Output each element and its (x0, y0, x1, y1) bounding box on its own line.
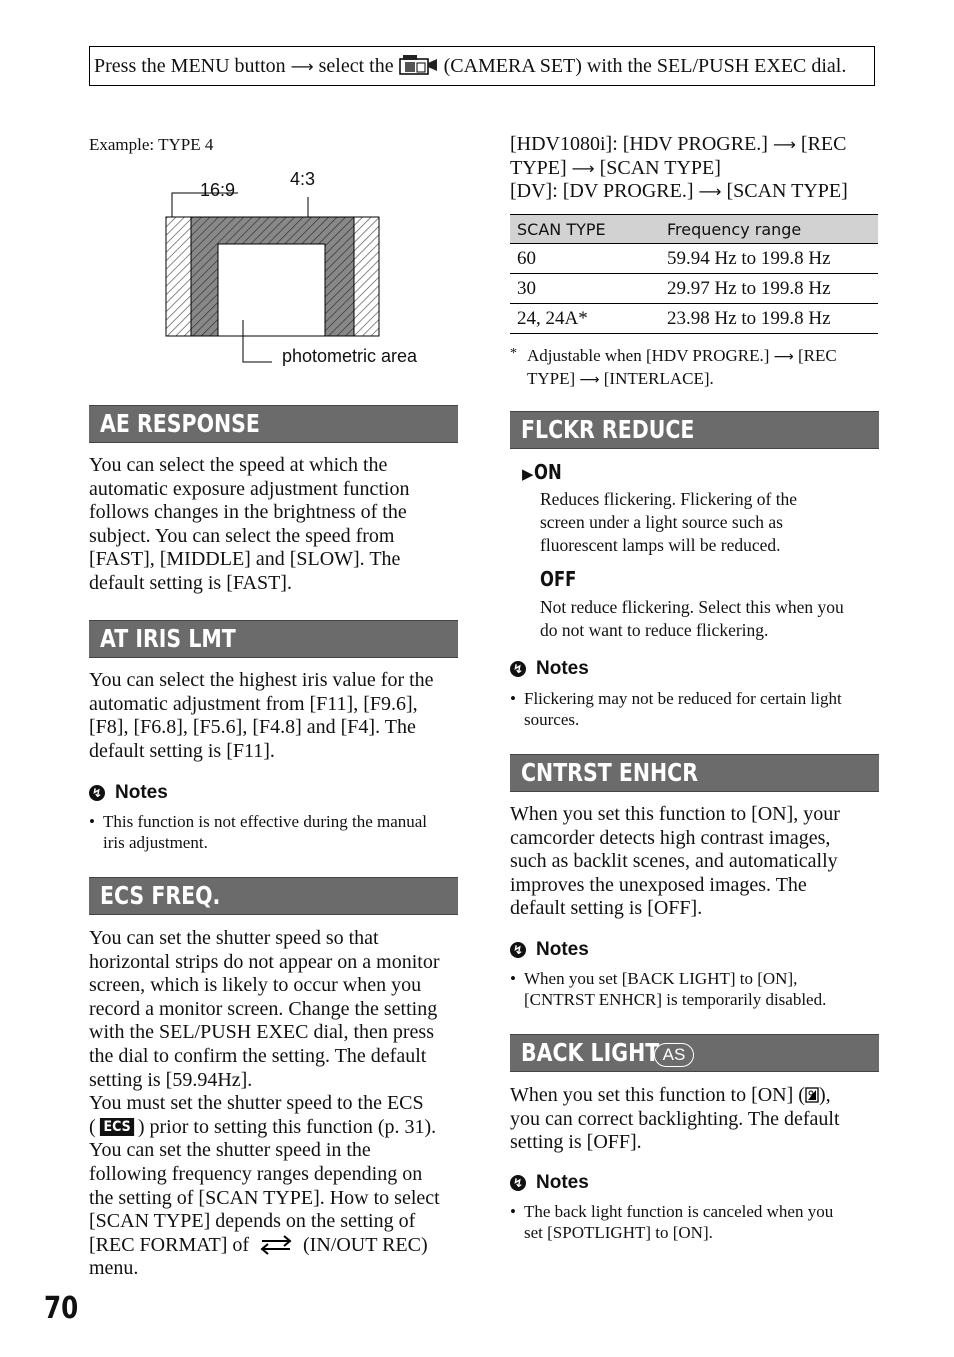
text-line: [CNTRST ENHCR] is temporarily disabled. (524, 990, 827, 1009)
text-line: the dial to confirm the setting. The default (89, 1044, 427, 1067)
cntrst-notes-title (510, 939, 589, 961)
table-cell: 30 (510, 274, 660, 304)
text-span: ), (818, 1084, 831, 1106)
column-header: SCAN TYPE (510, 215, 660, 244)
text-span: [SCAN TYPE] (726, 180, 848, 203)
ae-response-header (89, 405, 458, 443)
text-line: do not want to reduce flickering. (540, 620, 769, 640)
text-line: You can set the shutter speed so that (89, 927, 379, 949)
text-line: [SCAN TYPE] depends on the setting of (89, 1210, 416, 1233)
text-line: default setting is [F11]. (89, 739, 275, 762)
at-iris-lmt-title: AT IRIS LMT (100, 624, 236, 653)
text-line: iris adjustment. (103, 833, 208, 852)
text-span: [SCAN TYPE] (599, 156, 721, 179)
ecs-freq-text (89, 927, 461, 1281)
text-line: you can correct backlighting. The default (510, 1107, 840, 1130)
text-line: You can select the speed at which the (89, 454, 388, 476)
table-cell: 59.94 Hz to 199.8 Hz (660, 244, 878, 274)
back-light-notes-title (510, 1172, 589, 1194)
text-line: You can select the highest iris value for the (89, 669, 434, 691)
text-line: You must set the shutter speed to the ECS (89, 1092, 424, 1115)
text-line (510, 157, 880, 181)
text-line: setting is [59.94Hz]. (89, 1068, 253, 1091)
on-description (540, 488, 880, 557)
text-line: • This function is not effective during the manual (103, 812, 428, 831)
text-line: • Flickering may not be reduced for certain light (524, 689, 842, 708)
at-iris-notes-title (89, 782, 168, 804)
table-cell: 60 (510, 244, 660, 274)
footnote-mark: * (510, 346, 517, 361)
text-span: [REC FORMAT] of (89, 1233, 250, 1256)
off-option (540, 567, 584, 592)
table-cell: 29.97 Hz to 199.8 Hz (660, 274, 878, 304)
back-light-title: BACK LIGHT (521, 1038, 660, 1067)
text-line: such as backlit scenes, and automatically (510, 850, 838, 873)
table-row (510, 244, 878, 274)
text-span: TYPE] (510, 156, 567, 179)
notes-label: Notes (536, 658, 589, 679)
table-header-row (510, 215, 878, 244)
text-line (510, 368, 880, 391)
in-out-rec-icon (258, 1235, 294, 1255)
page-number: 70 (44, 1291, 79, 1326)
text-span: [REC (800, 133, 847, 155)
camera-set-icon (399, 54, 439, 76)
ecs-freq-title: ECS FREQ. (100, 881, 221, 910)
off-label: OFF (540, 567, 577, 591)
text-line: set [SPOTLIGHT] to [ON]. (524, 1223, 713, 1242)
text-line: automatic exposure adjustment function (89, 477, 410, 500)
text-line (89, 1234, 461, 1258)
text-span: [HDV1080i]: [HDV PROGRE.] (510, 133, 768, 155)
text-span: Adjustable when [HDV PROGRE.] (527, 346, 770, 365)
text-line: • The back light function is canceled when you (524, 1202, 834, 1221)
text-line: sources. (524, 710, 580, 729)
cntrst-enhcr-title: CNTRST ENHCR (521, 758, 699, 787)
notes-label: Notes (536, 1172, 589, 1193)
photometric-label: photometric area (282, 346, 418, 366)
column-header: Frequency range (660, 215, 878, 244)
text-line: default setting is [FAST]. (89, 571, 292, 594)
on-label: ON (533, 460, 562, 484)
photometric-diagram (160, 190, 390, 370)
frequency-table (510, 214, 878, 334)
text-line (510, 1084, 882, 1108)
notes-icon: ↯ (510, 1175, 526, 1191)
instruction-box (89, 46, 875, 86)
arrow-right-icon: ⟶ (579, 372, 600, 388)
text-line: default setting is [OFF]. (510, 897, 703, 920)
text-line: record a monitor screen. Change the setting (89, 997, 438, 1020)
table-row (510, 274, 878, 304)
as-badge: AS (654, 1043, 694, 1067)
ae-response-title: AE RESPONSE (100, 409, 260, 438)
text-line: with the SEL/PUSH EXEC dial, then press (89, 1021, 434, 1044)
label-16-9: 16:9 (200, 180, 236, 200)
text-line: subject. You can select the speed from (89, 524, 395, 547)
ecs-icon: ECS (100, 1118, 134, 1136)
text-line: follows changes in the brightness of the (89, 501, 407, 524)
text-span: [INTERLACE]. (603, 369, 714, 388)
text-line: improves the unexposed images. The (510, 873, 807, 896)
text-line: setting is [OFF]. (510, 1131, 642, 1154)
label-4-3: 4:3 (290, 169, 316, 189)
text-line: menu. (89, 1257, 139, 1280)
arrow-right-icon: ⟶ (698, 182, 722, 202)
text-line: • When you set [BACK LIGHT] to [ON], (524, 969, 798, 988)
scan-path-text (510, 133, 880, 204)
arrow-right-icon: ⟶ (773, 349, 794, 365)
cntrst-note (510, 968, 896, 1010)
cntrst-enhcr-header (510, 754, 879, 792)
flckr-reduce-header (510, 411, 879, 449)
text-line: When you set this function to [ON], your (510, 803, 840, 825)
text-line: horizontal strips do not appear on a monitor (89, 950, 440, 973)
back-light-header (510, 1034, 879, 1072)
instruction-text-1: Press the MENU button (94, 55, 286, 77)
at-iris-lmt-header (89, 620, 458, 658)
notes-icon: ↯ (510, 942, 526, 958)
example-label: Example: TYPE 4 (89, 135, 214, 154)
backlight-icon (805, 1087, 819, 1103)
text-line: camcorder detects high contrast images, (510, 826, 831, 849)
text-line: following frequency ranges depending on (89, 1162, 423, 1185)
text-line: Reduces flickering. Flickering of the (540, 489, 798, 509)
text-line: Not reduce flickering. Select this when you (540, 597, 844, 617)
at-iris-lmt-text (89, 669, 461, 763)
notes-label: Notes (536, 939, 589, 960)
back-light-text (510, 1084, 882, 1155)
cntrst-enhcr-text (510, 803, 882, 921)
text-span: When you set this function to [ON] ( (510, 1084, 805, 1106)
table-cell: 23.98 Hz to 199.8 Hz (660, 304, 878, 334)
flckr-notes-title (510, 658, 589, 680)
back-light-note (510, 1201, 896, 1243)
ecs-freq-header (89, 877, 458, 915)
text-line: screen under a light source such as (540, 512, 783, 532)
text-line: the setting of [SCAN TYPE]. How to select (89, 1186, 440, 1209)
ae-response-text (89, 454, 461, 596)
table-row (510, 304, 878, 334)
default-marker-icon: ▶ (522, 465, 534, 483)
text-line: fluorescent lamps will be reduced. (540, 535, 781, 555)
text-span: [REC (797, 346, 837, 365)
instruction-text-3: (CAMERA SET) with the SEL/PUSH EXEC dial. (443, 55, 847, 77)
text-line: You can set the shutter speed in the (89, 1139, 371, 1162)
flckr-reduce-title: FLCKR REDUCE (521, 415, 695, 444)
text-line: [F8], [F6.8], [F5.6], [F4.8] and [F4]. The (89, 716, 416, 739)
text-line (89, 1116, 461, 1140)
text-line: automatic adjustment from [F11], [F9.6], (89, 692, 418, 715)
text-span: TYPE] (527, 369, 576, 388)
text-span: [DV]: [DV PROGRE.] (510, 180, 694, 203)
on-option (522, 460, 567, 485)
text-line (510, 345, 880, 368)
text-span: ) prior to setting this function (p. 31). (137, 1115, 437, 1138)
instruction-text-2: select the (318, 55, 394, 77)
notes-label: Notes (115, 782, 168, 803)
footnote (510, 345, 880, 391)
flckr-note (510, 688, 896, 730)
notes-icon: ↯ (510, 661, 526, 677)
text-line (510, 180, 880, 204)
text-line: screen, which is likely to occur when you (89, 974, 422, 997)
at-iris-note (89, 811, 475, 853)
arrow-right-icon: ⟶ (772, 135, 796, 154)
off-description (540, 596, 885, 642)
paren: ( (89, 1115, 96, 1138)
table-cell: 24, 24A* (510, 304, 660, 334)
notes-icon: ↯ (89, 785, 105, 801)
text-line: [FAST], [MIDDLE] and [SLOW]. The (89, 548, 401, 571)
text-span: (IN/OUT REC) (303, 1233, 428, 1256)
text-line (510, 133, 880, 157)
arrow-right-icon: ⟶ (290, 57, 314, 76)
arrow-right-icon: ⟶ (571, 158, 595, 178)
